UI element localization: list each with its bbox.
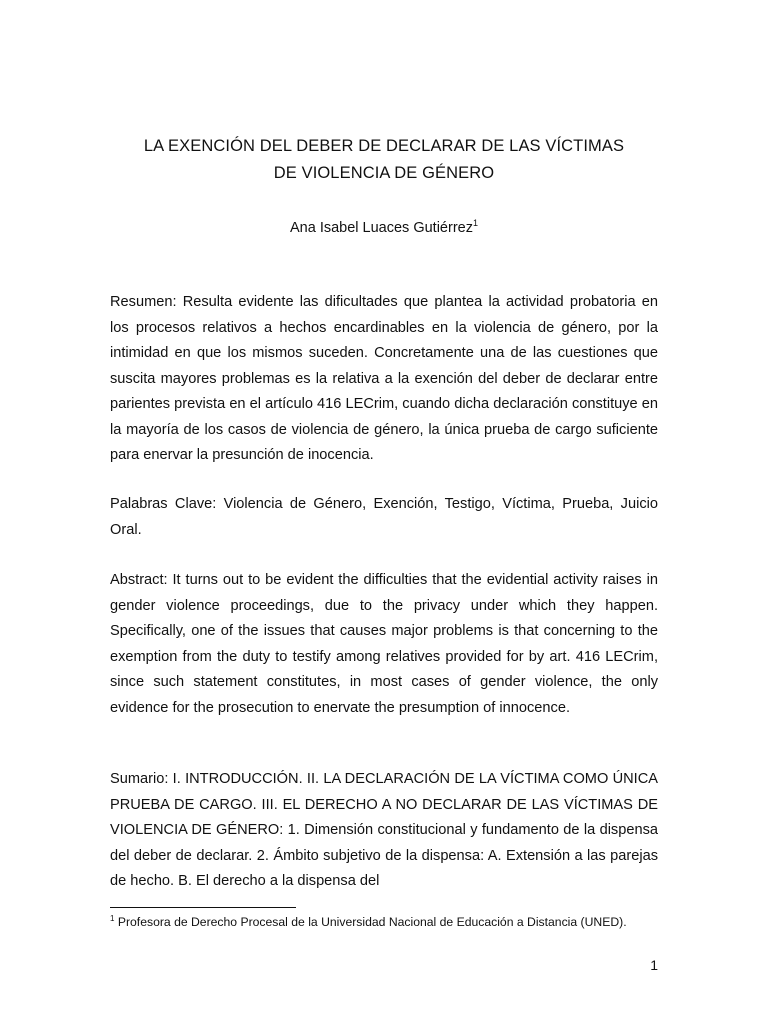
resumen-paragraph: Resumen: Resulta evidente las dificultades que plantea la actividad probatoria en los procesos relativos a hechos encardinables en la violencia de género, por la intimidad en que los mismos suceden. Concretamente una de las cuestiones que suscita mayores problemas es la relativa a la exención del deber de declarar entre parientes prevista en el artículo 416 LECrim, cuando dicha declaración constituye en la mayoría de los casos de violencia de género, la única prueba de cargo suficiente para enervar la presunción de inocencia. [110, 294, 658, 463]
title-line-1: LA EXENCIÓN DEL DEBER DE DECLARAR DE LAS VÍCTIMAS [143, 137, 625, 155]
author-footnote-marker: 1 [472, 218, 478, 229]
footnote [110, 914, 670, 930]
palabras-clave-paragraph: Palabras Clave: Violencia de Género, Exención, Testigo, Víctima, Prueba, Juicio Oral. [110, 496, 658, 538]
paper-title [60, 133, 708, 187]
page-number: 1 [650, 957, 658, 973]
footnote-marker: 1 [110, 913, 115, 923]
sumario-paragraph: Sumario: I. INTRODUCCIÓN. II. LA DECLARACIÓN DE LA VÍCTIMA COMO ÚNICA PRUEBA DE CARGO. III. EL DERECHO A NO DECLARAR DE LAS VÍCTIMAS DE VIOLENCIA DE GÉNERO: 1. Dimensión constitucional y fundamento de la dispensa del deber de declarar. 2. Ámbito subjetivo de la dispensa: A. Extensión a las parejas de hecho. B. El derecho a la dispensa del [110, 771, 658, 889]
abstract-paragraph: Abstract: It turns out to be evident the difficulties that the evidential activity raises in gender violence proceedings, due to the privacy under which they happen. Specifically, one of the issues that causes major problems is that concerning to the exemption from the duty to testify among relatives provided for by art. 416 LECrim, since such statement constitutes, in most cases of gender violence, the only evidence for the prosecution to enervate the presumption of innocence. [110, 572, 658, 716]
footnote-text: Profesora de Derecho Procesal de la Universidad Nacional de Educación a Distancia (UNED). [117, 915, 627, 929]
author-line [60, 218, 708, 238]
title-line-2: DE VIOLENCIA DE GÉNERO [273, 164, 495, 182]
author-name: Ana Isabel Luaces Gutiérrez [290, 220, 473, 236]
footnote-separator [110, 907, 296, 908]
